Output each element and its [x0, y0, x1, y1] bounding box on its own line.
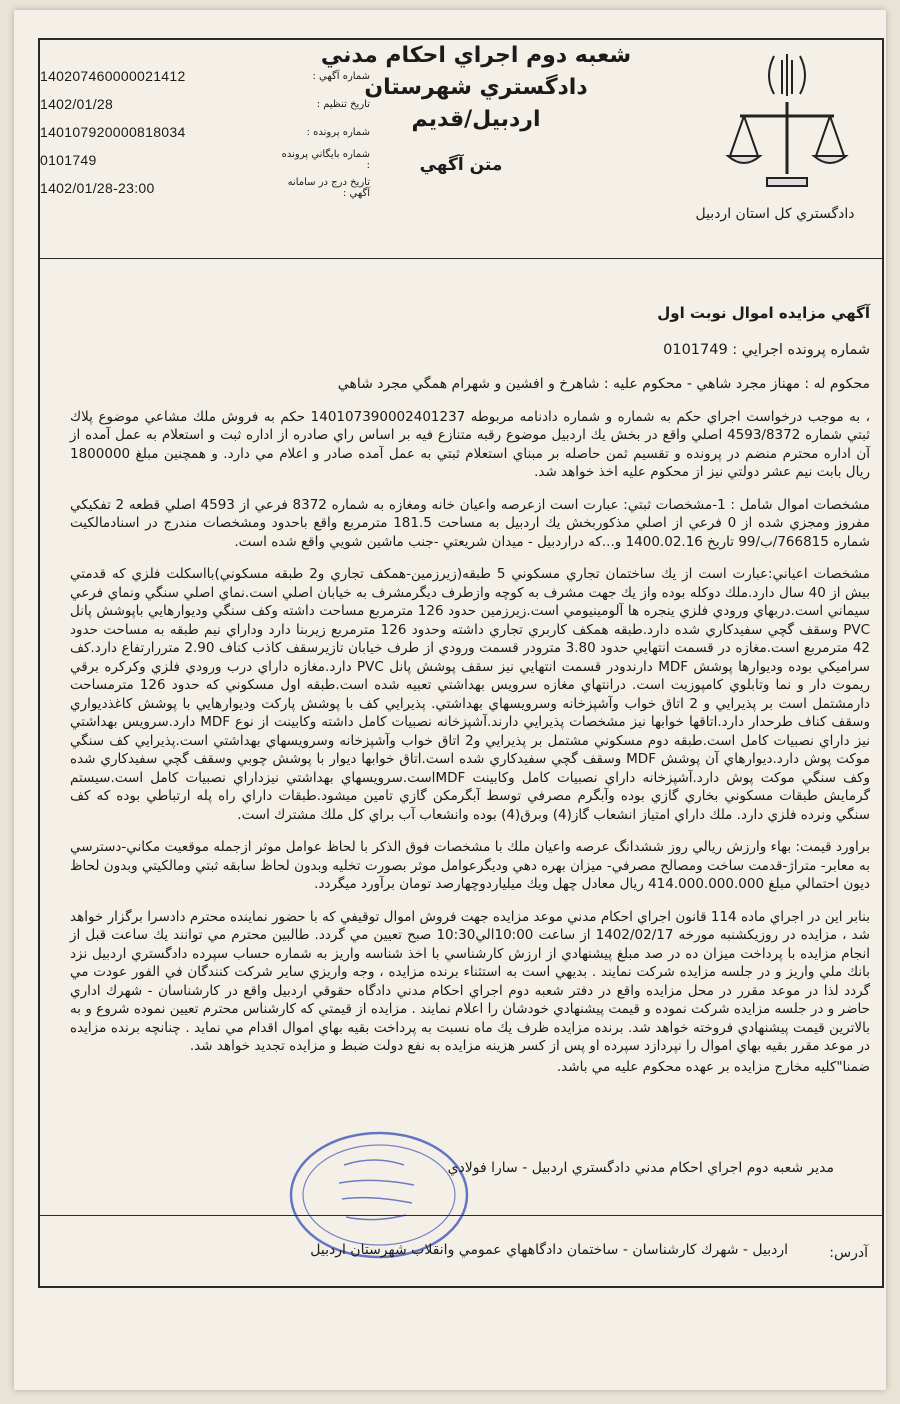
- parties-line: محكوم له : مهناز مجرد شاهي - محكوم عليه : شاهرخ و افشين و شهرام همگي مجرد شاهي: [337, 376, 870, 392]
- notice-body: [70, 304, 870, 1090]
- notice-number-value: 140207460000021412: [40, 68, 186, 84]
- publish-date-value: 1402/01/28-23:00: [40, 180, 155, 196]
- issue-date-label: تاريخ تنظيم :: [316, 98, 370, 110]
- issue-date-value: 1402/01/28: [40, 96, 114, 112]
- provincial-court-label: دادگستري كل استان اردبيل: [695, 206, 855, 222]
- conditions-paragraph: بنابر اين در اجراي ماده 114 قانون اجراي احكام مدني موعد مزايده جهت فروش اموال توقيفي كه با حضور نماينده محترم دادسرا برگزار خواهد شد ، مزايده در روزيكشنبه مورخه 1402/02/17 از ساعت 10:00الي10:30 صبح تعيين مي گردد. طالبين محترم مي توانند يك ساعت قبل از انجام مزايده با پرداخت ميزان ده در صد مبلغ پيشنهادي از ارزش كارشناسي با اخذ شناسه واريز به شماره حساب سپرده دادگستري اردبيل نزد بانك ملي واريز و در جلسه مزايده شركت نمايند . بديهي است به استثناء برنده مزايده ، وجه واريزي ساير شركت كنندگان في الفور عودت مي گردد لذا در موعد مقرر در محل مزايده واقع در دفتر شعبه دوم اجراي احكام مدني دادگاه حقوقي اردبيل واقع در كارشناسان - شهرك اداري حاضر و در جلسه مزايده شركت نموده و قيمت پيشنهادي خودشان را اعلام نمايند . مزايده از قيمتي كه كارشناس محترم تعيين نموده شروع و به بالاترين قيمت پيشنهادي فروخته خواهد شد. برنده مزايده ظرف يك ماه نسبت به پرداخت بقيه بهاي اموال اقدام مي نمايد . چنانچه برنده مزايده در موعد مقرر بقيه بهاي اموال را نپردازد سپرده او پس از كسر هزينه مزايده به نفع دولت ضبط و مزايده تجديد خواهد شد.: [70, 908, 870, 1054]
- publish-date-label: تاريخ درج در سامانه آگهي :: [287, 177, 370, 199]
- case-number-label: شماره پرونده :: [306, 126, 370, 138]
- meta-row-date: [40, 90, 370, 118]
- archive-number-label: شماره بايگاني پرونده :: [281, 149, 370, 171]
- notice-meta: [40, 62, 370, 202]
- case-number-value: 140107920000818034: [40, 124, 186, 140]
- judiciary-emblem-icon: [722, 46, 852, 196]
- meta-row-archive-number: [40, 146, 370, 174]
- costs-paragraph: ضمنا"كليه مخارج مزايده بر عهده محكوم عليه مي باشد.: [556, 1058, 870, 1075]
- address-label: آدرس:: [829, 1245, 868, 1261]
- address-text: اردبيل - شهرك كارشناسان - ساختمان دادگاههاي عمومي وانقلاب شهرستان اردبيل: [310, 1242, 788, 1258]
- meta-row-publish-date: [40, 174, 370, 202]
- meta-row-notice-number: [40, 62, 370, 90]
- branch-manager-signature: مدير شعبه دوم اجراي احكام مدني دادگستري اردبيل - سارا فولادي: [447, 1160, 834, 1176]
- case-number-line: شماره پرونده اجرايي : 0101749: [663, 341, 870, 358]
- court-title-line1: شعبه دوم اجراي احكام مدني دادگستري شهرستان: [320, 43, 632, 100]
- meta-row-case-number: [40, 118, 370, 146]
- registry-paragraph: مشخصات اموال شامل : 1-مشخصات ثبتي: عبارت است ازعرصه واعيان خانه ومغازه به شماره 8372 فرعي از 4593 اصلي قطعه 2 تفكيكي مفروز ومجزي شده از 0 فرعي از اصلي مذكوربخش يك اردبيل به مساحت 181.5 مترمربع واقع باحدود ومشخصات مندرج در اسنادمالكيت شماره 766815/ب/99 تاريخ 1400.02.16 و...كه دراردبيل - ميدان شريعتي -جنب ماشين شويي واقع شده است.: [70, 496, 871, 550]
- header-divider: [38, 258, 884, 259]
- notice-text-title: متن آگهي: [419, 155, 503, 175]
- valuation-paragraph: براورد قيمت: بهاء وارزش ريالي روز ششدانگ عرصه واعيان ملك با مشخصات فوق الذكر با لحاظ عوامل موثر ازجمله موقعيت مكاني-دسترسي به معابر- متراژ-قدمت ساخت ومصالح مصرفي- ميزان بهره دهي وديگرعوامل موثر بصورت تخليه وبدون لحاظ سابقه ثبتي ومالكيتي وبدون لحاظ ديون احتمالي مبلغ 414.000.000.000 ريال معادل چهل ويك ميلياردوچهارصد تومان برآورد ميگردد.: [70, 839, 870, 892]
- court-title-line2: اردبيل/قديم: [411, 107, 541, 132]
- document-page: [14, 10, 886, 1390]
- notice-heading: آگهي مزايده اموال نوبت اول: [657, 304, 870, 322]
- address-block: [38, 1215, 884, 1288]
- notice-number-label: شماره آگهي :: [312, 70, 370, 82]
- building-paragraph: مشخصات اعياني:عبارت است از يك ساختمان تجاري مسكوني 5 طبقه(زيرزمين-همكف تجاري و2 طبقه مسكوني)بااسكلت فلزي كه قدمتي بيش از 40 سال دارد.ملك دوكله بوده واز يك جهت مشرف به كوچه وازطرف ديگرمشرف به خيابان اصلي است.نماي اصلي سنگي ونماي فرعي سيماني است.دربهاي ورودي فلزي ينجره ها آلومينيومي است.زيرزمين حدود 126 مترمربع مساحت داشته وكف سنگي وديوارهايي باپوشش پانل PVC وسقف گچي سفيدكاري شده دارد.طبقه همكف كاربري تجاري داشته وحدود 126 مترمربع زيربنا دارد وداراي نيم طبقه به مساحت حدود 42 مترمربع است.مغازه در قسمت انتهايي حدود 3.80 مترودر قسمت ورودي از طرف خيابان تازيرسقف كاذب كناف 2.90 متررارتفاع دارد.كف سراميكي بوده وديوارها پوشش MDF دارندودر قسمت انتهايي نيز سقف پوشش پانل PVC دارد.مغازه داراي درب ورودي فلزي وكركره برقي ريموت دار و نما وتابلوي كامپوزيت است. درانتهاي مغازه سرويس بهداشتي تعبيه شده است.طبقه اول مسكوني كه حدود 126 مترمساحت دارمشتمل است بر پذيرايي و 2 اتاق خواب وآشپزخانه وسرويسهاي بهداشتي. پذيرايي كف با پوشش پاركت وديوارهايي با پوشش كاغذديواري وسقف كناف طرحدار دارد.اتاقها خوابها نيز مشخصات پذيرايي دارند.آشپزخانه نصبيات كامل داشته وكابينت از نوع MDF دارد.سرويس بهداشتي نيز داراي نصبيات كامل است.طبقه دوم مسكوني مشتمل بر پذيرايي و2 اتاق خواب وآشپزخانه وسرويسهاي بهداشتي است.پذيرايي كف سنگي موكت پوش دارد.ديوارهاي آن پوشش MDF وسقف گچي سفيدكاري شده است.اتاق خوابها ديوار با پوشش چوبي وسقف گچي سفيدكاري شده وكف سنگي موكت پوش دارد.آشپزخانه داراي نصبيات كامل وكابينت MDFاست.سرويسهاي بهداشتي نيزداراي نصبيات كامل است.سيستم گرمايش طبقات مسكوني بخاري گازي بوده وآبگرم مصرفي توسط آبگرمكن گازي تامين ميشود.طبقات داراي راه پله ارتباطي بوده كه كف سنگي ونرده فلزي دارد. ملك داراي امتياز انشعاب گاز(4) وبرق(4) بوده وانشعاب آب براي كل ملك مشترك است.: [70, 566, 871, 823]
- archive-number-value: 0101749: [40, 152, 97, 168]
- intro-paragraph: ، به موجب درخواست اجراي حكم به شماره و شماره دادنامه مربوطه 140107390002401237 حكم به فروش ملك مشاعي موضوع پلاك ثبتي شماره 4593/8372 اصلي واقع در بخش يك اردبيل موضوع رقبه متنازع فيه بر اساس راي صادره از اداره ثبت و استعلام به عمل آمده از آن اداره محترم منضم در پرونده و تقسيم ثمن حاصله بر مبناي استعلام ثبتي به عمل آمده صادر و اعلام مي دارد. و همچنين مبلغ 1800000 ريال بابت نيم عشر دولتي نيز از محكوم عليه اخذ خواهد شد.: [70, 408, 870, 480]
